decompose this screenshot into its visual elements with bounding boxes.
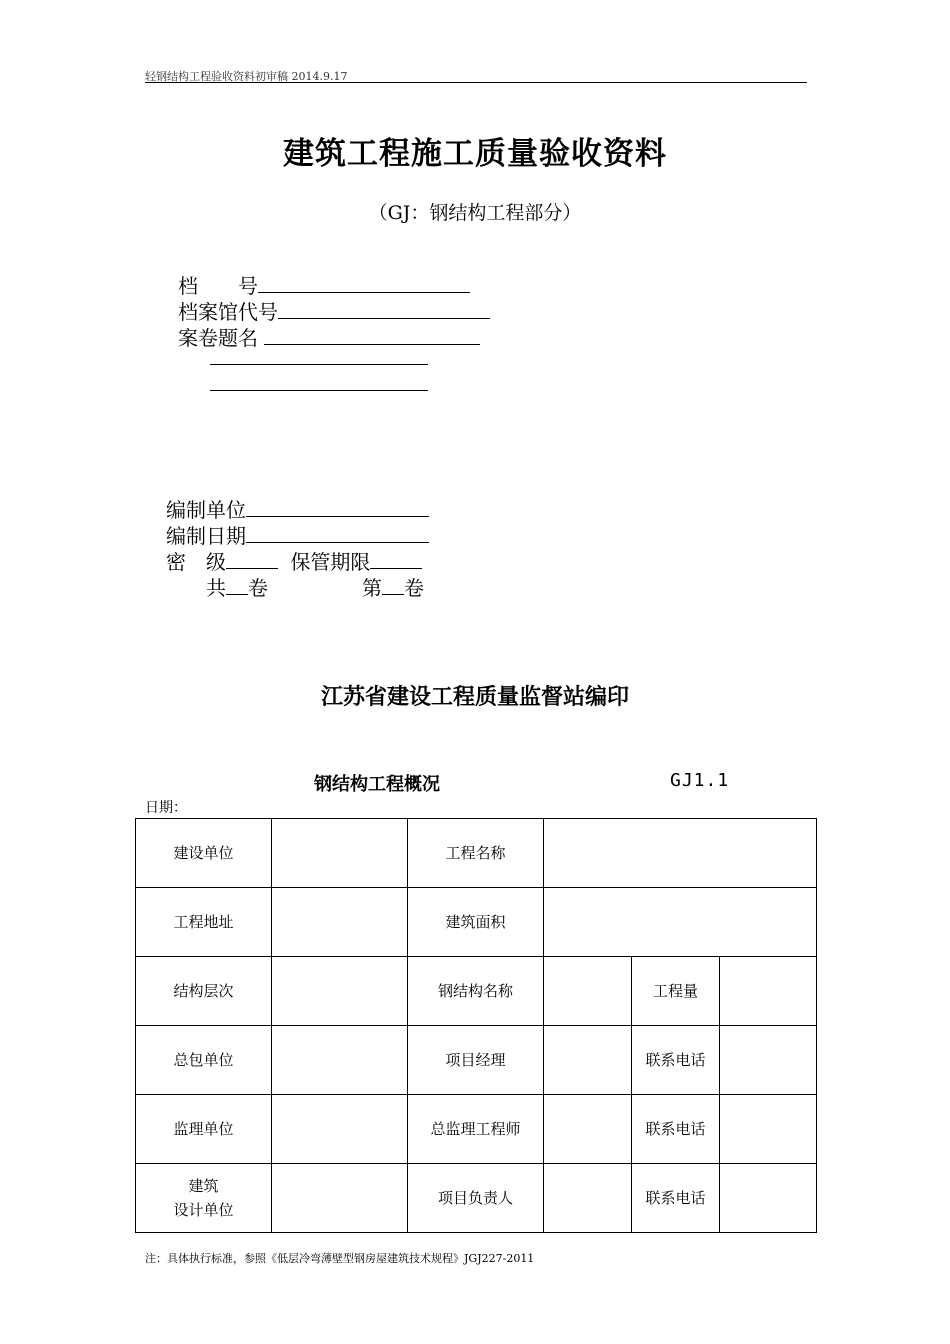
secrecy-retention-field [166,546,422,575]
volume-title-blank [264,324,480,345]
value-quantity [720,957,817,1026]
compile-date-label: 编制日期 [166,524,246,548]
archive-code-label: 档案馆代号 [178,300,278,324]
label-project-leader: 项目负责人 [408,1164,544,1233]
archive-code-blank [278,298,490,319]
label-design-unit [136,1164,272,1233]
form-title: 钢结构工程概况 [314,774,440,795]
value-chief-supervisor [544,1095,632,1164]
label-construction-unit: 建设单位 [136,819,272,888]
value-building-area [544,888,817,957]
form-code: GJ1.1 [670,770,730,791]
value-project-leader [544,1164,632,1233]
table-row [136,957,817,1026]
total-suffix: 卷 [248,576,268,600]
compiler-unit-field [166,494,429,523]
table-row [136,888,817,957]
value-supervision-unit [272,1095,408,1164]
archive-code-field [178,296,490,325]
secrecy-label: 密 级 [166,550,226,574]
volume-title-blank-line-3 [210,390,428,391]
compiler-unit-label: 编制单位 [166,498,246,522]
table-row [136,1026,817,1095]
document-subtitle: （GJ：钢结构工程部分） [368,202,582,224]
volume-prefix: 第 [362,576,382,600]
label-steel-structure-name: 钢结构名称 [408,957,544,1026]
label-quantity: 工程量 [632,957,720,1026]
label-chief-supervisor: 总监理工程师 [408,1095,544,1164]
volume-number-blank [382,574,404,595]
publisher: 江苏省建设工程质量监督站编印 [320,684,629,710]
label-general-contractor: 总包单位 [136,1026,272,1095]
volume-title-field [178,322,480,351]
header-divider [145,82,807,83]
total-volumes-field [206,572,268,601]
volume-suffix: 卷 [404,576,424,600]
total-volumes-blank [226,574,248,595]
document-title: 建筑工程施工质量验收资料 [283,136,667,172]
value-structure-floors [272,957,408,1026]
value-contact-phone [720,1164,817,1233]
compile-date-field [166,520,429,549]
label-building-area: 建筑面积 [408,888,544,957]
archive-number-field [178,270,470,299]
compiler-unit-blank [246,496,429,517]
volume-title-blank-line-2 [210,364,428,365]
label-project-name: 工程名称 [408,819,544,888]
date-label: 日期： [145,800,187,816]
archive-number-label: 档 号 [178,274,258,298]
table-row [136,1095,817,1164]
table-row [136,819,817,888]
value-project-manager [544,1026,632,1095]
secrecy-blank [226,548,278,569]
total-prefix: 共 [206,576,226,600]
value-contact-phone [720,1026,817,1095]
retention-label: 保管期限 [290,550,371,574]
header-text: 轻钢结构工程验收资料初审稿 2014.9.17 [145,70,348,83]
label-contact-phone: 联系电话 [632,1026,720,1095]
volume-title-label: 案卷题名 [178,326,258,350]
label-supervision-unit: 监理单位 [136,1095,272,1164]
label-contact-phone: 联系电话 [632,1095,720,1164]
volume-number-field [362,572,424,601]
value-general-contractor [272,1026,408,1095]
value-construction-unit [272,819,408,888]
archive-number-blank [258,272,470,293]
value-steel-structure-name [544,957,632,1026]
retention-blank [370,548,422,569]
table-row [136,1164,817,1233]
label-structure-floors: 结构层次 [136,957,272,1026]
label-design-unit-line1: 建筑 [188,1177,219,1195]
value-project-address [272,888,408,957]
value-project-name [544,819,817,888]
footnote: 注：具体执行标准，参照《低层冷弯薄壁型钢房屋建筑技术规程》JGJ227-2011 [145,1252,535,1265]
value-design-unit [272,1164,408,1233]
label-design-unit-line2: 设计单位 [173,1201,234,1219]
label-project-address: 工程地址 [136,888,272,957]
label-project-manager: 项目经理 [408,1026,544,1095]
compile-date-blank [246,522,429,543]
value-contact-phone [720,1095,817,1164]
project-overview-table [135,818,817,1233]
label-contact-phone: 联系电话 [632,1164,720,1233]
